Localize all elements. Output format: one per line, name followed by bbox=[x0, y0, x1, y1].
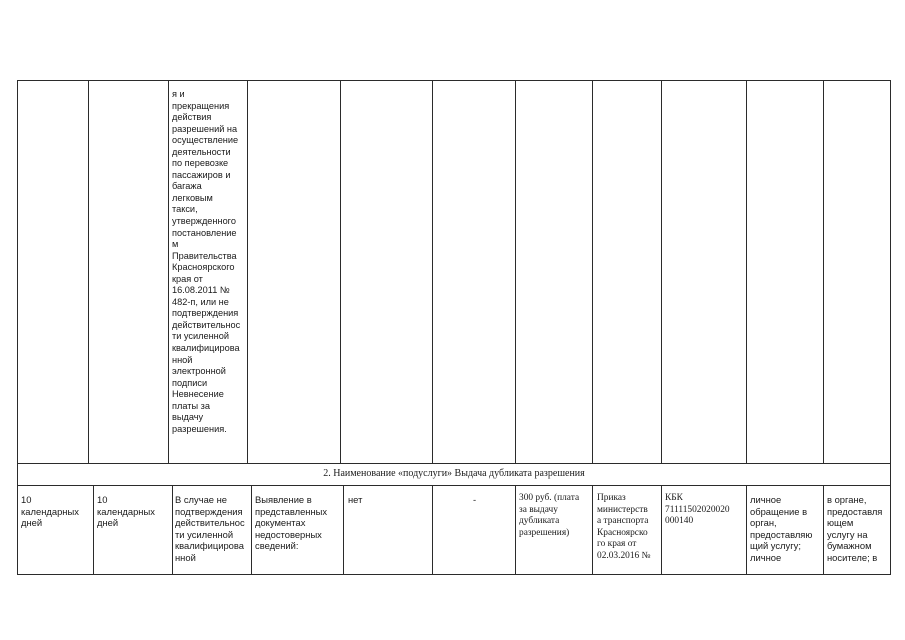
services-table bbox=[17, 80, 891, 575]
cell-suspension-term: - bbox=[473, 494, 477, 505]
lower-col-divider bbox=[93, 485, 94, 575]
cell-term-standard: 10 календарных дней bbox=[21, 494, 79, 529]
table-left-border bbox=[17, 80, 18, 575]
cell-fee-legal-basis: Приказ министерств а транспорта Красноярско го края от 02.03.2016 № bbox=[597, 493, 651, 561]
section-bottom-border bbox=[17, 485, 891, 486]
upper-col-divider bbox=[746, 80, 747, 463]
lower-col-divider bbox=[251, 485, 252, 575]
upper-col-divider bbox=[432, 80, 433, 463]
cell-suspension-flag: нет bbox=[348, 494, 363, 505]
cell-refusal-grounds: В случае не подтверждения действительнос ти усиленной квалифицирова нной bbox=[175, 494, 245, 563]
upper-col-divider bbox=[168, 80, 169, 463]
lower-col-divider bbox=[746, 485, 747, 575]
section-title: 2. Наименование «подуслуги» Выдача дубликата разрешения bbox=[323, 468, 585, 479]
cell-fee: 300 руб. (плата за выдачу дубликата разрешения) bbox=[519, 493, 580, 538]
cell-term-other-location: 10 календарных дней bbox=[97, 494, 155, 529]
upper-col-divider bbox=[823, 80, 824, 463]
upper-col-divider bbox=[515, 80, 516, 463]
lower-col-divider bbox=[343, 485, 344, 575]
lower-col-divider bbox=[515, 485, 516, 575]
upper-col-divider bbox=[88, 80, 89, 463]
cell-fee-kbk: КБК 71111502020020 000140 bbox=[665, 493, 730, 527]
cell-result-methods: в органе, предоставля ющем услугу на бумажном носителе; в bbox=[827, 494, 883, 563]
upper-col-divider bbox=[340, 80, 341, 463]
table-top-border bbox=[17, 80, 891, 81]
cell-suspension-grounds: Выявление в представленных документах недостоверных сведений: bbox=[255, 494, 328, 552]
section-top-border bbox=[17, 463, 891, 464]
prev-row-refusal-grounds: я и прекращения действия разрешений на осуществление деятельности по перевозке пассажиров и багажа легковым такси, утвержденного постановление м Правительства Красноярского края от 16.08.2011 № 482-п, или не подтверждения действительнос ти усиленной квалифицирова нной электронной подписи Невнесение платы за выдачу разрешения. bbox=[172, 89, 241, 434]
table-bottom-border bbox=[17, 574, 891, 575]
table-right-border bbox=[890, 80, 891, 575]
upper-col-divider bbox=[592, 80, 593, 463]
lower-col-divider bbox=[432, 485, 433, 575]
cell-application-methods: личное обращение в орган, предоставляю щий услугу; личное bbox=[750, 494, 813, 563]
upper-col-divider bbox=[661, 80, 662, 463]
lower-col-divider bbox=[172, 485, 173, 575]
